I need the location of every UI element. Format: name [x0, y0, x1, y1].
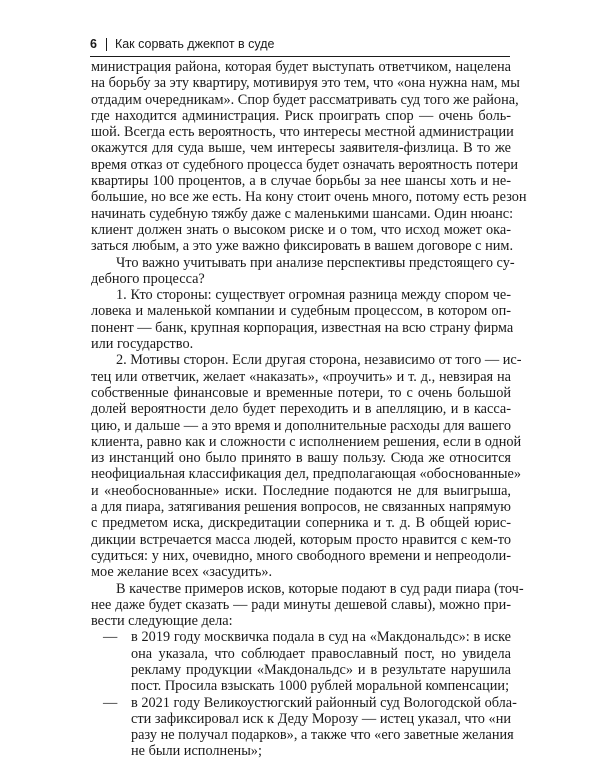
text-line: неофициальная классификация дел, предполагающая «обоснованные»: [91, 466, 521, 483]
text-line: в 2021 году Великоустюгский районный суд Вологодской обла-: [131, 694, 517, 711]
text-line: ловека и маленькой компании и судебным процессом, в котором оп-: [91, 303, 511, 320]
text-line: дикции встречается масса людей, которым просто нравится с кем-то: [91, 531, 511, 548]
text-line: квартиры 100 процентов, а в случае борьбы за нее шансы хоть и не-: [91, 173, 511, 190]
text-line: 1. Кто стороны: существует огромная разница между спором че-: [116, 287, 511, 304]
list-dash: —: [103, 694, 118, 711]
text-line: клиент должен знать о высоком риске и о том, что исход может ока-: [91, 221, 511, 238]
text-line: начинать судебную тяжбу даже с маленькими шансами. Один нюанс:: [91, 205, 514, 222]
list-item: [91, 629, 511, 645]
text-line: в 2019 году москвичка подала в суд на «Макдональдс»: в иске: [131, 629, 511, 646]
text-line: министрация района, которая будет выступать ответчиком, нацелена: [91, 59, 511, 75]
text-line: мое желание всех «засудить».: [91, 564, 273, 581]
text-line: рекламу продукции «Макдональдс» и в результате нарушила: [131, 661, 511, 678]
text-line: нее даже будет сказать — ради минуты дешевой славы), можно при-: [91, 596, 511, 613]
text-line: вести следующие дела:: [91, 613, 233, 630]
text-line: и «необоснованные» иски. Последние подаются не для выигрыша,: [91, 482, 511, 499]
text-line: с предметом иска, дискредитации соперника и т. д. В общей юрис-: [91, 515, 511, 532]
text-line: цию, и дальше — а это время и дополнительные расходы для вашего: [91, 417, 511, 434]
examples-list: [91, 629, 517, 760]
text-line: судиться: у них, очевидно, много свободного времени и непреодоли-: [91, 547, 511, 564]
page-number: 6: [90, 37, 97, 51]
running-header: [90, 35, 510, 53]
header-separator: [106, 38, 107, 51]
text-line: собственные финансовые и временные потери, то с очень большой: [91, 384, 511, 401]
text-line: клиента, равно как и сложности с исполнением решения, если в одной: [91, 433, 522, 450]
text-line: из инстанций оно было принято в вашу пользу. Сюда же относится: [91, 450, 511, 467]
text-line: или государство.: [91, 336, 194, 353]
text-line: сти зафиксировал иск к Деду Морозу — истец указал, что «ни: [131, 710, 511, 727]
text-line: а для пиара, затягивания решения вопросов, не связанных напрямую: [91, 499, 511, 516]
text-line: где находится администрация. Риск проиграть спор — очень боль-: [91, 107, 511, 124]
text-line: отдадим очередникам». Спор будет рассматривать суд того же района,: [91, 91, 519, 108]
text-line: 2. Мотивы сторон. Если другая сторона, независимо от того — ис-: [116, 352, 522, 369]
text-line: тец или ответчик, желает «наказать», «проучить» и т. д., невзирая на: [91, 368, 511, 385]
page-body: [91, 59, 527, 760]
text-line: В качестве примеров исков, которые подают в суд ради пиара (точ-: [116, 580, 524, 597]
running-title: Как сорвать джекпот в суде: [114, 37, 275, 51]
text-line: долей вероятности дело будет переходить и в апелляцию, и в касса-: [91, 401, 511, 418]
header-rule: [90, 56, 510, 57]
text-line: шой. Всегда есть вероятность, что интересы местной администрации: [91, 124, 514, 141]
text-line: она указала, что соблюдает православный пост, но увидела: [131, 645, 511, 662]
list-item: [91, 694, 517, 711]
text-line: большие, но все же есть. На кону стоит очень много, потому есть резон: [91, 189, 527, 206]
text-line: на борьбу за эту квартиру, мотивируя это тем, что «она нужна нам, мы: [91, 75, 520, 92]
text-line: не были исполнены»;: [131, 743, 262, 760]
text-line: Что важно учитывать при анализе перспективы предстоящего су-: [116, 254, 515, 271]
text-line: пост. Просила взыскать 1000 рублей моральной компенсации;: [131, 678, 510, 695]
text-line: понент — банк, крупная корпорация, известная на всю страну фирма: [91, 319, 514, 336]
text-line: разу не получал подарков», а также что «его заветные желания: [131, 727, 514, 744]
text-line: окажутся для суда выше, чем интересы заявителя-физлица. В то же: [91, 140, 511, 157]
text-line: заться любым, а это уже важно фиксировать в вашем договоре с ним.: [91, 238, 514, 255]
body-paragraphs: [91, 59, 527, 630]
list-dash: —: [103, 629, 118, 646]
text-line: время отказ от судебного процесса будет означать вероятность потери: [91, 156, 518, 173]
text-line: дебного процесса?: [91, 270, 205, 287]
